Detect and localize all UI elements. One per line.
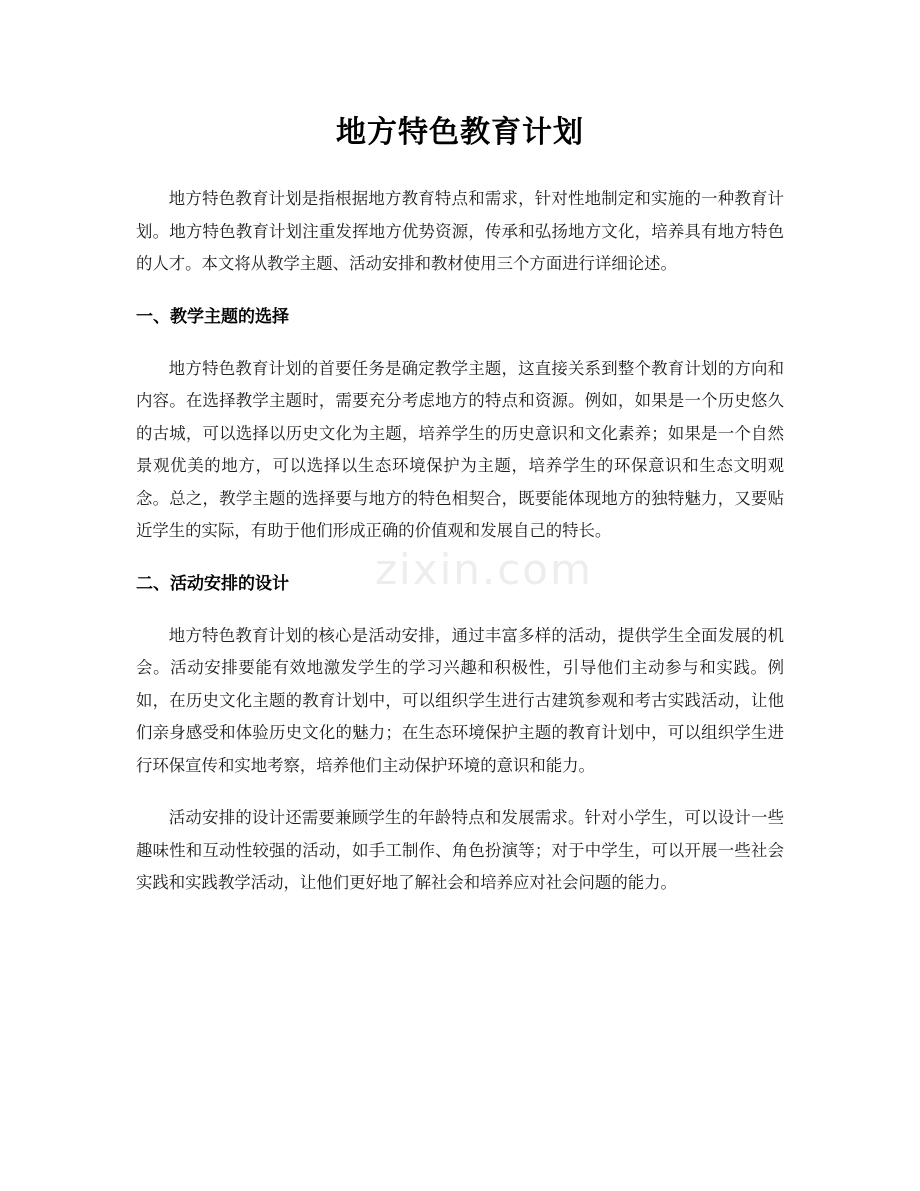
section-paragraph: 活动安排的设计还需要兼顾学生的年龄特点和发展需求。针对小学生，可以设计一些趣味性和互动性较强的活动，如手工制作、角色扮演等；对于中学生，可以开展一些社会实践和实践教学活动，让他们更好地了解社会和培养应对社会问题的能力。 <box>136 808 784 892</box>
page-title: 地方特色教育计划 <box>336 115 584 150</box>
section-paragraph: 地方特色教育计划的首要任务是确定教学主题，这直接关系到整个教育计划的方向和内容。在选择教学主题时，需要充分考虑地方的特点和资源。例如，如果是一个历史悠久的古城，可以选择以历史文化为主题，培养学生的历史意识和文化素养；如果是一个自然景观优美的地方，可以选择以生态环境保护为主题，培养学生的环保意识和生态文明观念。总之，教学主题的选择要与地方的特色相契合，既要能体现地方的独特魅力，又要贴近学生的实际，有助于他们形成正确的价值观和发展自己的特长。 <box>136 358 784 540</box>
document-body <box>136 108 784 900</box>
intro-paragraph: 地方特色教育计划是指根据地方教育特点和需求，针对性地制定和实施的一种教育计划。地方特色教育计划注重发挥地方优势资源，传承和弘扬地方文化，培养具有地方特色的人才。本文将从教学主题、活动安排和教材使用三个方面进行详细论述。 <box>136 189 784 273</box>
section-heading-activity-design: 二、活动安排的设计 <box>136 573 289 594</box>
watermark: zixin.com <box>375 545 593 594</box>
section-heading-teaching-theme: 一、教学主题的选择 <box>136 306 289 327</box>
section-paragraph: 地方特色教育计划的核心是活动安排，通过丰富多样的活动，提供学生全面发展的机会。活动安排要能有效地激发学生的学习兴趣和积极性，引导他们主动参与和实践。例如，在历史文化主题的教育计划中，可以组织学生进行古建筑参观和考古实践活动，让他们亲身感受和体验历史文化的魅力；在生态环境保护主题的教育计划中，可以组织学生进行环保宣传和实地考察，培养他们主动保护环境的意识和能力。 <box>136 625 784 775</box>
